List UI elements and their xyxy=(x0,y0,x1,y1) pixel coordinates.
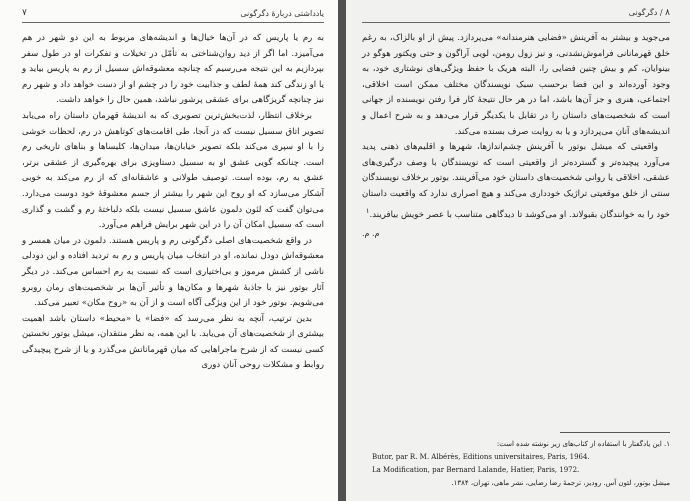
footnotes xyxy=(362,432,670,490)
right-page xyxy=(346,0,690,501)
footnote-rule xyxy=(560,432,670,433)
footnote-3: La Modification, par Bernard Lalande, Hatier, Paris, 1972. xyxy=(372,466,580,474)
right-page-header xyxy=(362,8,670,23)
left-page-body xyxy=(22,31,324,374)
right-paragraph-2 xyxy=(362,140,670,223)
left-paragraph-4: بدین ترتیب، آنچه به نظر می‌رسد که «فضا» یا «محیط» داستان باشد اهمیت بیشتری از شخصیت‌های آن می‌یابد. با این همه، به نظر منتقدان، میشل بوتور نخستین کسی نیست که از شرح ماجراهایی که میان قهرمانانش می‌گذرد و یا از شرح پیچیدگی روابط و مشکلات روحی آنان دوری xyxy=(22,313,324,371)
left-running-title: یادداشتی دربارهٔ دگرگونی xyxy=(240,8,324,18)
left-paragraph-3: در واقع شخصیت‌های اصلی دگرگونی رم و پاریس هستند. دلمون در میان همسر و معشوقه‌اش دودل نمانده، او در انتخاب میان پاریس و رم به تردید افتاده و این دودلی ناشی از کشش مرموز و بی‌اختیاری است که نسبت به رم احساس می‌کند. در دیگر آثار بوتور نیز با جاذبهٔ شهرها و مکان‌ها و تأثیر آن‌ها بر شخصیت‌های رمان روبرو می‌شویم. بوتور خود از این ویژگی آگاه است و از آن به «روح مکان» تعبیر می‌کند. xyxy=(22,235,324,309)
footnote-marker: ۱ xyxy=(365,205,370,215)
right-running-title-group: ۸ / دگرگونی xyxy=(628,8,670,18)
footnote-1: ۱. این یادگفتار با استفاده از کتاب‌های زیر نوشته شده است: xyxy=(496,440,670,448)
left-page xyxy=(0,0,338,501)
footnote-2: Butor, par R. M. Albérès, Editions universitaires, Paris, 1964. xyxy=(372,453,590,461)
right-paragraph-1: می‌جوید و بیشتر به آفرینش «فضایی هنرمندانه» می‌پردازد. پیش از او بالزاک، به رغم خلق قهرمانانی فراموش‌نشدنی، و نیز زول رومن، لویی آراگون و حتی ویکتور هوگو در بینوایان، کم و بیش چنین فضایی را، البته هریک با حفظ ویژگی‌های نوشتاری خود، به وجود آورده‌اند و این فضا برحسب سبک نویسندگان مختلف ممکن است اخلاقی، اجتماعی، هنری و جز آن‌ها باشد، اما در هر حال نتیجهٔ کار فرا رفتن نویسنده از جهانی است که شخصیت‌های داستان را در تقابل با یکدیگر قرار می‌دهد و به شرح اعمال و اندیشه‌های آنان می‌پردازد و یا به روایت صرف بسنده می‌کند. xyxy=(362,33,670,137)
signature: م. م. xyxy=(362,228,380,238)
right-running-title: دگرگونی xyxy=(628,8,658,17)
left-page-header xyxy=(22,8,324,23)
left-paragraph-2: برخلاف انتظار، لذت‌بخش‌ترین تصویری که به اندیشهٔ قهرمان داستان راه می‌یابد تصویر اتاق سسیل نیست که در آنجا، طی اقامت‌های کوتاهش در رم، لحظات خوشی را با او سپری می‌کند بلکه تصویر خیابان‌ها، میدان‌ها، کلیساها و بناهای تاریخی رم است. چنانکه گویی عشق او به سسیل دستاویزی برای بهره‌گیری از عشقی برتر، عشق به رم، بوده است. توصیف طولانی و عاشقانه‌ای که از رم می‌کند به خوبی آشکار می‌سازد که او روح این شهر را بیشتر از جسم معشوقهٔ خود دوست می‌دارد. می‌توان گفت که لئون دلمون عاشق سسیل نیست بلکه دلباختهٔ رم و گشت و گذاری است که سسیل امکان آن را در این شهر برایش فراهم می‌آورد. xyxy=(22,110,324,231)
right-page-body xyxy=(362,31,670,223)
right-page-number: ۸ xyxy=(665,8,670,18)
right-paragraph-2-text: واقعیتی که میشل بوتور با آفرینش چشم‌اندازها، شهرها و اقلیم‌های ذهنی پدید می‌آورد پیچیده‌تر و گسترده‌تر از واقعیتی است که نویسندگان با وصف درگیری‌های عشقی، اخلاقی یا روانی شخصیت‌های داستان خود می‌آفرینند. بوتور برخلاف نویسندگان سنتی از خلق موقعیتی تراژیک خودداری می‌کند و هیچ اصراری ندارد که واقعیت داستان خود را به خوانندگان بقبولاند. او می‌کوشد تا دیدگاهی متناسب با عصر خویش بیافریند. xyxy=(362,142,670,220)
book-gutter xyxy=(338,0,346,501)
footnote-4: میشل بوتور، لئون آس. رودیز، ترجمهٔ رضا رضایی، نشر ماهی، تهران، ۱۳۸۴. xyxy=(451,479,670,487)
left-page-number: ۷ xyxy=(22,8,27,18)
left-paragraph-1: به رم یا پاریس که در آن‌ها خیال‌ها و اندیشه‌های مربوط به این دو شهر در هم می‌آمیزد. اما اگر از دید روان‌شناختی به تأمّل در تخیلات و تفکرات او در طول سفر بپردازیم به این نتیجه می‌رسیم که چنانچه معشوقه‌اش سسیل از رم به پاریس بیاید و یا او زندگی کند همهٔ لطف و جذابیت خود را در چشم او از دست خواهد داد و شهر رم نیز چنانچه گریزگاهی برای عشقی پرشور نباشد، همین حال را خواهد داشت. xyxy=(22,33,324,106)
